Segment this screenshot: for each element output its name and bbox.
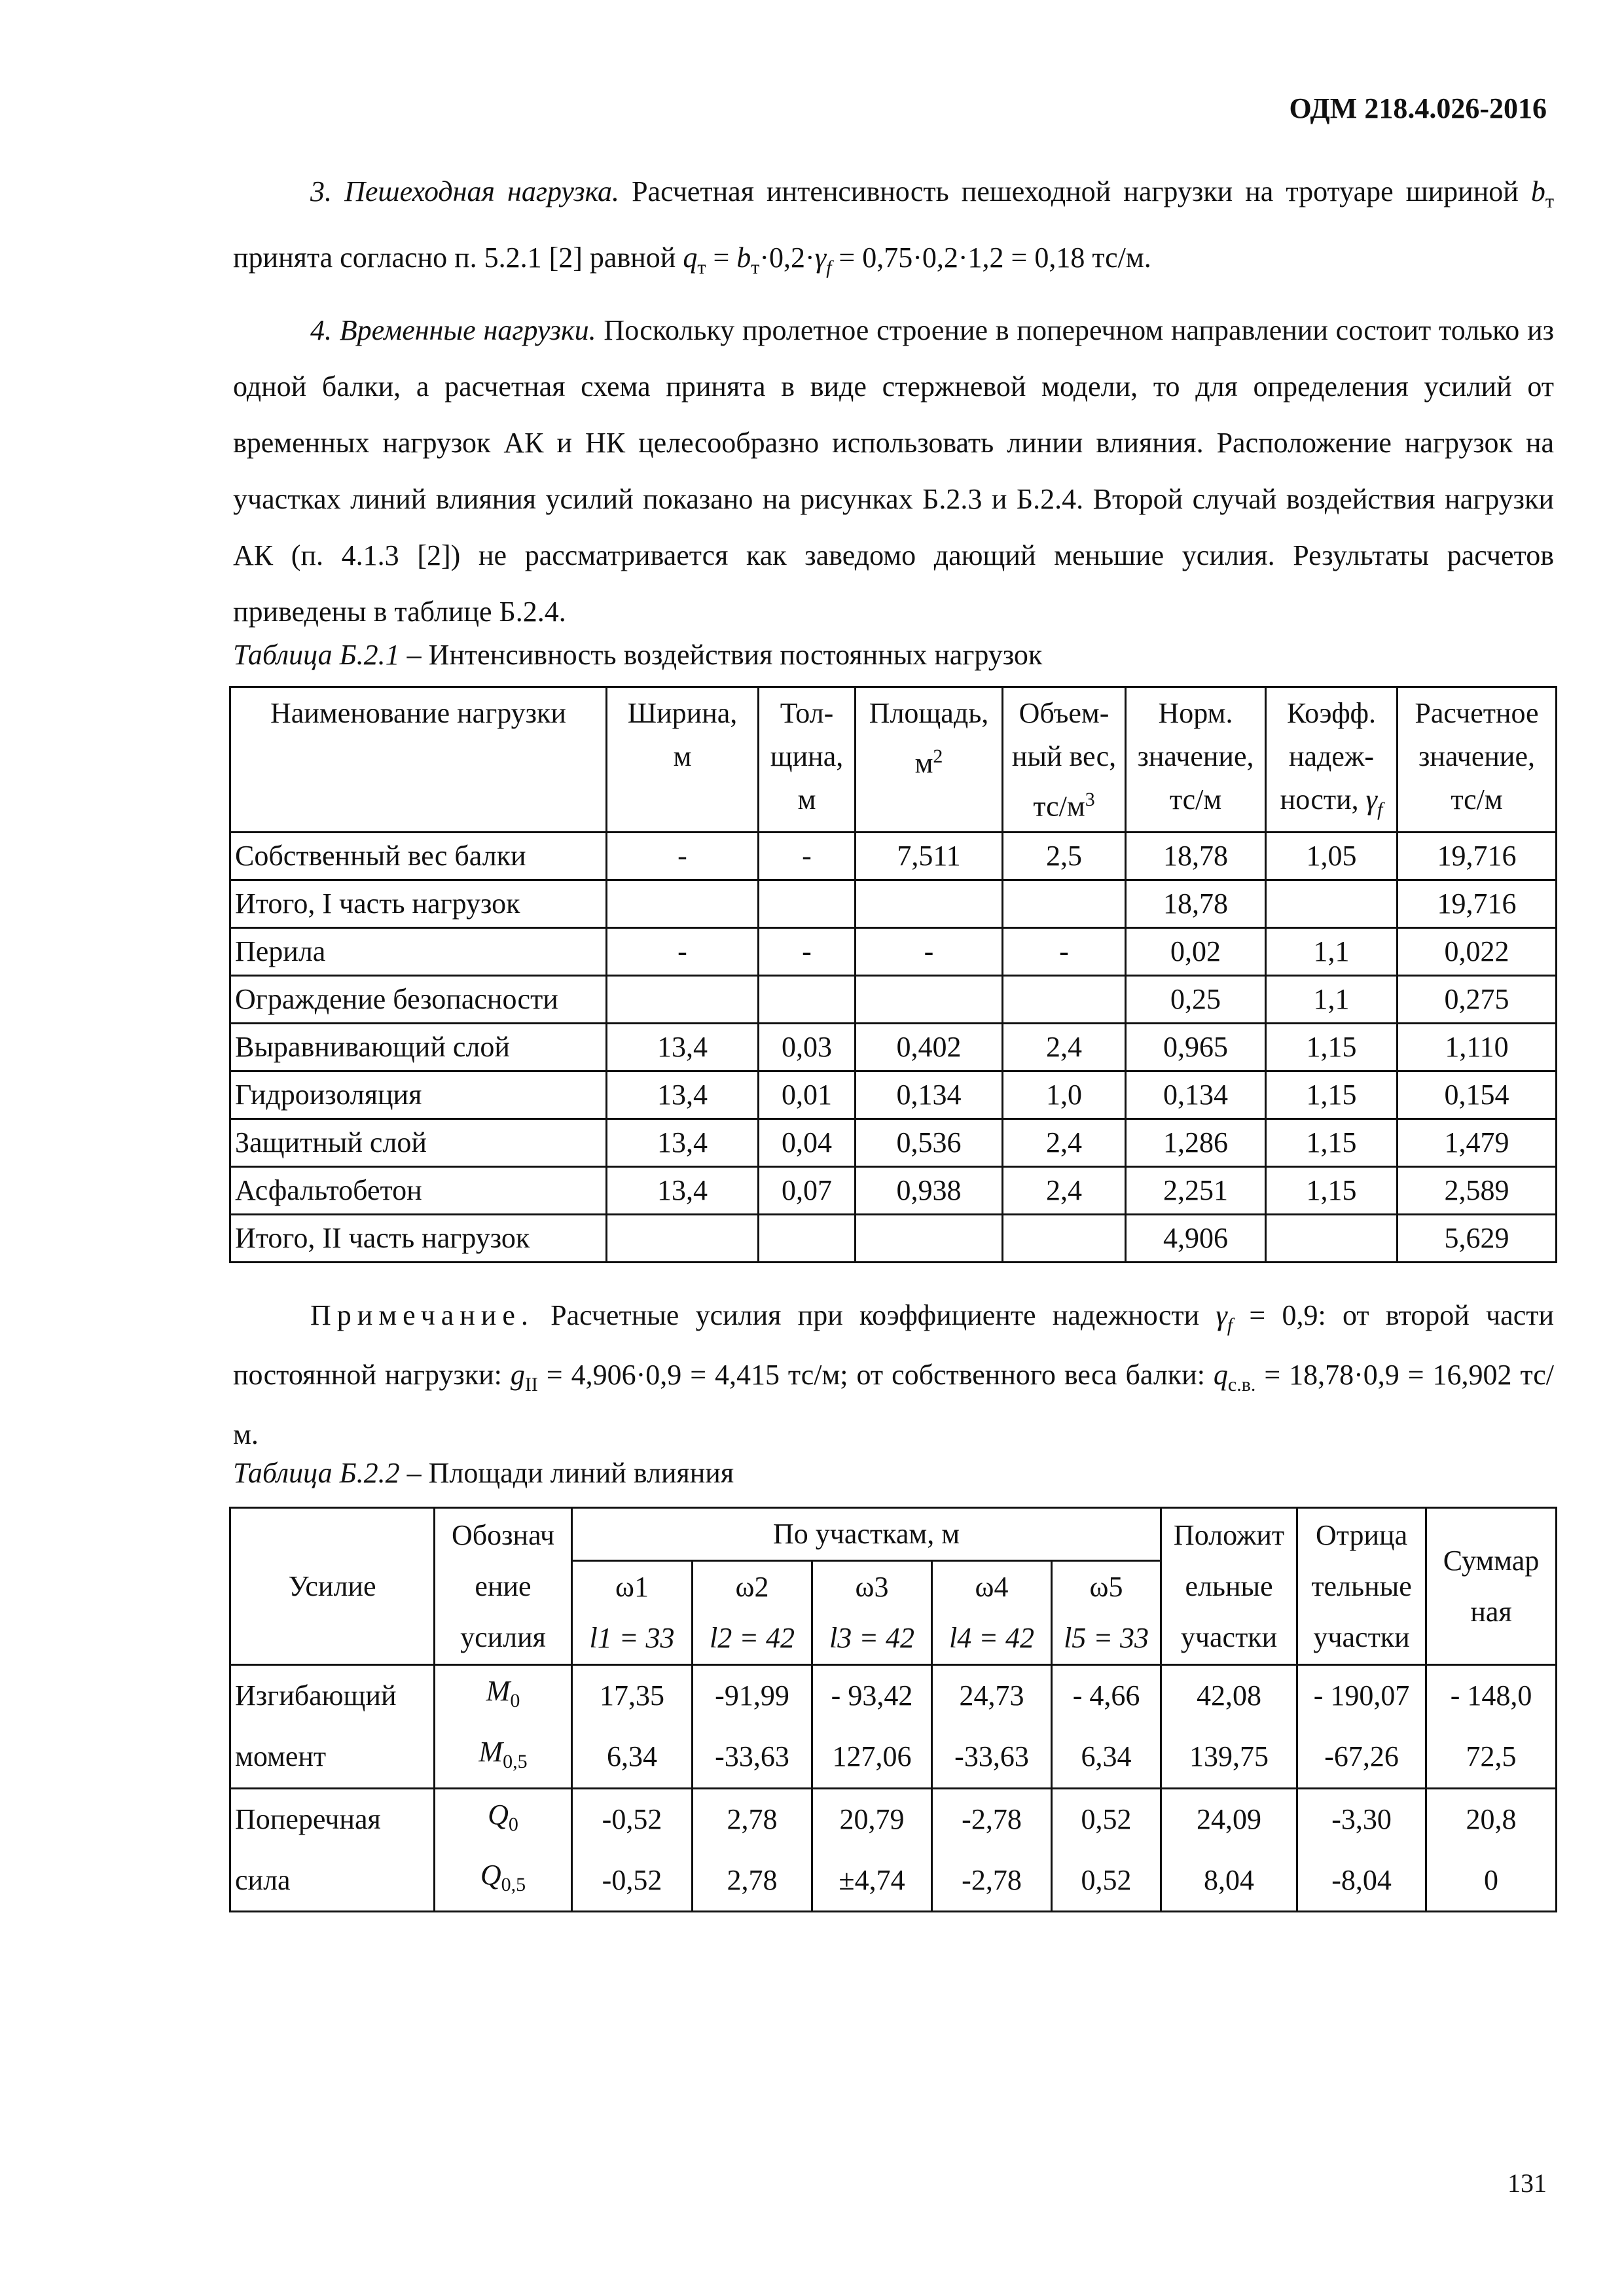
value-cell: 1,0 — [1003, 1071, 1126, 1119]
header-positive-sections: Положит ельные участки — [1161, 1508, 1297, 1665]
value-cell: ±4,74 — [812, 1850, 932, 1911]
value-cell — [759, 880, 856, 927]
value-cell — [1003, 1214, 1126, 1262]
value-cell: - — [759, 927, 856, 975]
value-cell — [759, 975, 856, 1023]
table2-body — [230, 1665, 1557, 1912]
load-name-cell: Собственный вес балки — [230, 832, 607, 880]
value-cell: -91,99 — [693, 1665, 812, 1727]
table-row — [230, 1071, 1557, 1119]
value-cell: 20,8 — [1426, 1788, 1557, 1850]
load-name-cell: Выравнивающий слой — [230, 1023, 607, 1071]
value-cell: 1,15 — [1266, 1119, 1398, 1166]
value-cell — [1266, 1214, 1398, 1262]
header-thickness: Тол- щина, м — [759, 687, 856, 833]
table-row — [230, 832, 1557, 880]
value-cell — [1266, 880, 1398, 927]
header-designation: Обознач ение усилия — [435, 1508, 572, 1665]
body-paragraphs — [233, 164, 1554, 640]
header-omega-5: ω5 — [1052, 1561, 1161, 1613]
value-cell: 1,1 — [1266, 975, 1398, 1023]
value-cell: 1,15 — [1266, 1023, 1398, 1071]
value-cell: 0,52 — [1052, 1788, 1161, 1850]
value-cell: -0,52 — [572, 1788, 693, 1850]
pedestrian-load-label: 3. Пешеходная нагрузка. — [310, 175, 620, 207]
table-row — [230, 1850, 1557, 1911]
load-name-cell: Итого, II часть нагрузок — [230, 1214, 607, 1262]
header-length-3: l3 = 42 — [812, 1613, 932, 1665]
value-cell — [607, 975, 759, 1023]
table1-note: Примечание. Расчетные усилия при коэффициенте надежности $\gamma_f = 0,9$: от второй части постоянной нагрузки: $g_{II} = 4,906\cdot 0,9 = 4,415$ тс/м; от собственного веса балки: $q_{с.в.} = 18,78\cdot 0,9 = 16,902$ тс/м. — [233, 1299, 1554, 1450]
table-row — [230, 1727, 1557, 1788]
value-cell: - — [759, 832, 856, 880]
value-cell: 6,34 — [1052, 1727, 1161, 1788]
effort-symbol-cell: $M_0$ — [435, 1665, 572, 1727]
value-cell: 2,78 — [693, 1788, 812, 1850]
value-cell: -3,30 — [1297, 1788, 1426, 1850]
value-cell: 0,134 — [1126, 1071, 1266, 1119]
value-cell: 0,25 — [1126, 975, 1266, 1023]
value-cell — [856, 1214, 1003, 1262]
value-cell: - — [607, 927, 759, 975]
value-cell: 20,79 — [812, 1788, 932, 1850]
value-cell — [856, 880, 1003, 927]
table1-body — [230, 832, 1557, 1262]
table-row — [230, 1023, 1557, 1071]
value-cell: 2,251 — [1126, 1166, 1266, 1214]
table-row — [230, 1214, 1557, 1262]
value-cell: 0,154 — [1398, 1071, 1557, 1119]
pedestrian-load-paragraph: 3. Пешеходная нагрузка. Расчетная интенсивность пешеходной нагрузки на тротуаре шириной $b_т$ принята согласно п. 5.2.1 [2] равной $q_т = b_т\cdot 0,2\cdot\gamma_f = 0,75\cdot 0,2\cdot 1,2 = 0,18$ тс/м. — [233, 175, 1554, 278]
header-by-sections: По участкам, м — [572, 1508, 1161, 1561]
table-row — [230, 975, 1557, 1023]
value-cell: 7,511 — [856, 832, 1003, 880]
value-cell: 139,75 — [1161, 1727, 1297, 1788]
value-cell: 13,4 — [607, 1023, 759, 1071]
effort-symbol-cell: $Q_0$ — [435, 1788, 572, 1850]
header-length-1: l1 = 33 — [572, 1613, 693, 1665]
value-cell: -0,52 — [572, 1850, 693, 1911]
table-row — [230, 1119, 1557, 1166]
value-cell — [759, 1214, 856, 1262]
value-cell: 72,5 — [1426, 1727, 1557, 1788]
value-cell — [1003, 880, 1126, 927]
effort-name-cell: момент — [230, 1727, 435, 1788]
value-cell: 127,06 — [812, 1727, 932, 1788]
value-cell: 18,78 — [1126, 880, 1266, 927]
table-row — [230, 1665, 1557, 1727]
value-cell: 19,716 — [1398, 880, 1557, 927]
table-permanent-loads — [229, 686, 1557, 1263]
value-cell: 1,05 — [1266, 832, 1398, 880]
effort-name-cell: Поперечная — [230, 1788, 435, 1850]
table-row — [230, 1166, 1557, 1214]
value-cell: - 4,66 — [1052, 1665, 1161, 1727]
value-cell: -33,63 — [693, 1727, 812, 1788]
value-cell: -2,78 — [932, 1788, 1052, 1850]
value-cell: 1,15 — [1266, 1071, 1398, 1119]
temporary-loads-label: 4. Временные нагрузки. — [310, 314, 596, 346]
header-length-2: l2 = 42 — [693, 1613, 812, 1665]
value-cell: - 190,07 — [1297, 1665, 1426, 1727]
value-cell: 2,4 — [1003, 1166, 1126, 1214]
value-cell: -67,26 — [1297, 1727, 1426, 1788]
effort-symbol-cell: $M_{0,5}$ — [435, 1727, 572, 1788]
value-cell: 0,01 — [759, 1071, 856, 1119]
value-cell: 13,4 — [607, 1166, 759, 1214]
note-label: Примечание. — [310, 1299, 534, 1331]
header-normative-value: Норм. значение, тс/м — [1126, 687, 1266, 833]
value-cell: 24,09 — [1161, 1788, 1297, 1850]
document-code-header: ОДМ 218.4.026-2016 — [1289, 92, 1547, 124]
effort-symbol-cell: $Q_{0,5}$ — [435, 1850, 572, 1911]
load-name-cell: Гидроизоляция — [230, 1071, 607, 1119]
value-cell: 6,34 — [572, 1727, 693, 1788]
header-omega-3: ω3 — [812, 1561, 932, 1613]
value-cell: -33,63 — [932, 1727, 1052, 1788]
value-cell: 0,02 — [1126, 927, 1266, 975]
value-cell: 0,275 — [1398, 975, 1557, 1023]
value-cell: 1,110 — [1398, 1023, 1557, 1071]
header-total: Суммар ная — [1426, 1508, 1557, 1665]
value-cell: 8,04 — [1161, 1850, 1297, 1911]
value-cell: 24,73 — [932, 1665, 1052, 1727]
value-cell: -8,04 — [1297, 1850, 1426, 1911]
value-cell: 0,402 — [856, 1023, 1003, 1071]
value-cell: 0,03 — [759, 1023, 856, 1071]
value-cell — [1003, 975, 1126, 1023]
effort-name-cell: сила — [230, 1850, 435, 1911]
header-omega-1: ω1 — [572, 1561, 693, 1613]
header-effort: Усилие — [230, 1508, 435, 1665]
value-cell: -2,78 — [932, 1850, 1052, 1911]
header-load-name: Наименование нагрузки — [230, 687, 607, 833]
value-cell: 0,938 — [856, 1166, 1003, 1214]
value-cell: 0,965 — [1126, 1023, 1266, 1071]
table1-header-row — [230, 687, 1557, 833]
table-influence-line-areas — [229, 1507, 1557, 1912]
header-omega-4: ω4 — [932, 1561, 1052, 1613]
header-calculated-value: Расчетное значение, тс/м — [1398, 687, 1557, 833]
value-cell: 2,4 — [1003, 1119, 1126, 1166]
header-length-5: l5 = 33 — [1052, 1613, 1161, 1665]
table-row — [230, 927, 1557, 975]
value-cell: 42,08 — [1161, 1665, 1297, 1727]
table1-caption: Таблица Б.2.1 – Интенсивность воздействия постоянных нагрузок — [233, 639, 1043, 671]
value-cell: 19,716 — [1398, 832, 1557, 880]
value-cell: 0,04 — [759, 1119, 856, 1166]
value-cell: 2,4 — [1003, 1023, 1126, 1071]
value-cell — [607, 1214, 759, 1262]
value-cell: 17,35 — [572, 1665, 693, 1727]
value-cell: 0 — [1426, 1850, 1557, 1911]
value-cell: 1,479 — [1398, 1119, 1557, 1166]
value-cell: 1,15 — [1266, 1166, 1398, 1214]
value-cell: - 148,0 — [1426, 1665, 1557, 1727]
value-cell: 13,4 — [607, 1119, 759, 1166]
load-name-cell: Итого, I часть нагрузок — [230, 880, 607, 927]
value-cell: 2,589 — [1398, 1166, 1557, 1214]
value-cell: 0,134 — [856, 1071, 1003, 1119]
load-name-cell: Перила — [230, 927, 607, 975]
value-cell: - — [1003, 927, 1126, 975]
temporary-loads-paragraph: 4. Временные нагрузки. Поскольку пролетное строение в поперечном направлении состоит только из одной балки, а расчетная схема принята в виде стержневой модели, то для определения усилий от временных нагрузок АК и НК целесообразно использовать линии влияния. Расположение нагрузок на участках линий влияния усилий показано на рисунках Б.2.3 и Б.2.4. Второй случай воздействия нагрузки АК (п. 4.1.3 [2]) не рассматривается как заведомо дающий меньшие усилия. Результаты расчетов приведены в таблице Б.2.4. — [233, 314, 1555, 628]
value-cell: 2,78 — [693, 1850, 812, 1911]
value-cell: 5,629 — [1398, 1214, 1557, 1262]
value-cell — [607, 880, 759, 927]
value-cell: 18,78 — [1126, 832, 1266, 880]
load-name-cell: Защитный слой — [230, 1119, 607, 1166]
table-row — [230, 1788, 1557, 1850]
header-area: Площадь, $м^2$ — [856, 687, 1003, 833]
table2-caption: Таблица Б.2.2 – Площади линий влияния — [233, 1457, 734, 1489]
table-row — [230, 880, 1557, 927]
header-volumetric-weight: Объем- ный вес, $тс/м^3$ — [1003, 687, 1126, 833]
value-cell: 0,52 — [1052, 1850, 1161, 1911]
value-cell: 0,07 — [759, 1166, 856, 1214]
value-cell: - — [856, 927, 1003, 975]
value-cell: 0,022 — [1398, 927, 1557, 975]
value-cell: 0,536 — [856, 1119, 1003, 1166]
value-cell: 2,5 — [1003, 832, 1126, 880]
load-name-cell: Асфальтобетон — [230, 1166, 607, 1214]
page-number: 131 — [1507, 2168, 1547, 2198]
table2-header-row-1 — [230, 1508, 1557, 1561]
effort-name-cell: Изгибающий — [230, 1665, 435, 1727]
value-cell: - — [607, 832, 759, 880]
value-cell: 13,4 — [607, 1071, 759, 1119]
header-length-4: l4 = 42 — [932, 1613, 1052, 1665]
header-reliability-coefficient: Коэфф. надеж- ности, $\gamma_f$ — [1266, 687, 1398, 833]
load-name-cell: Ограждение безопасности — [230, 975, 607, 1023]
value-cell: 1,1 — [1266, 927, 1398, 975]
value-cell — [856, 975, 1003, 1023]
value-cell: - 93,42 — [812, 1665, 932, 1727]
header-negative-sections: Отрица тельные участки — [1297, 1508, 1426, 1665]
header-omega-2: ω2 — [693, 1561, 812, 1613]
header-width: Ширина, м — [607, 687, 759, 833]
value-cell: 1,286 — [1126, 1119, 1266, 1166]
value-cell: 4,906 — [1126, 1214, 1266, 1262]
